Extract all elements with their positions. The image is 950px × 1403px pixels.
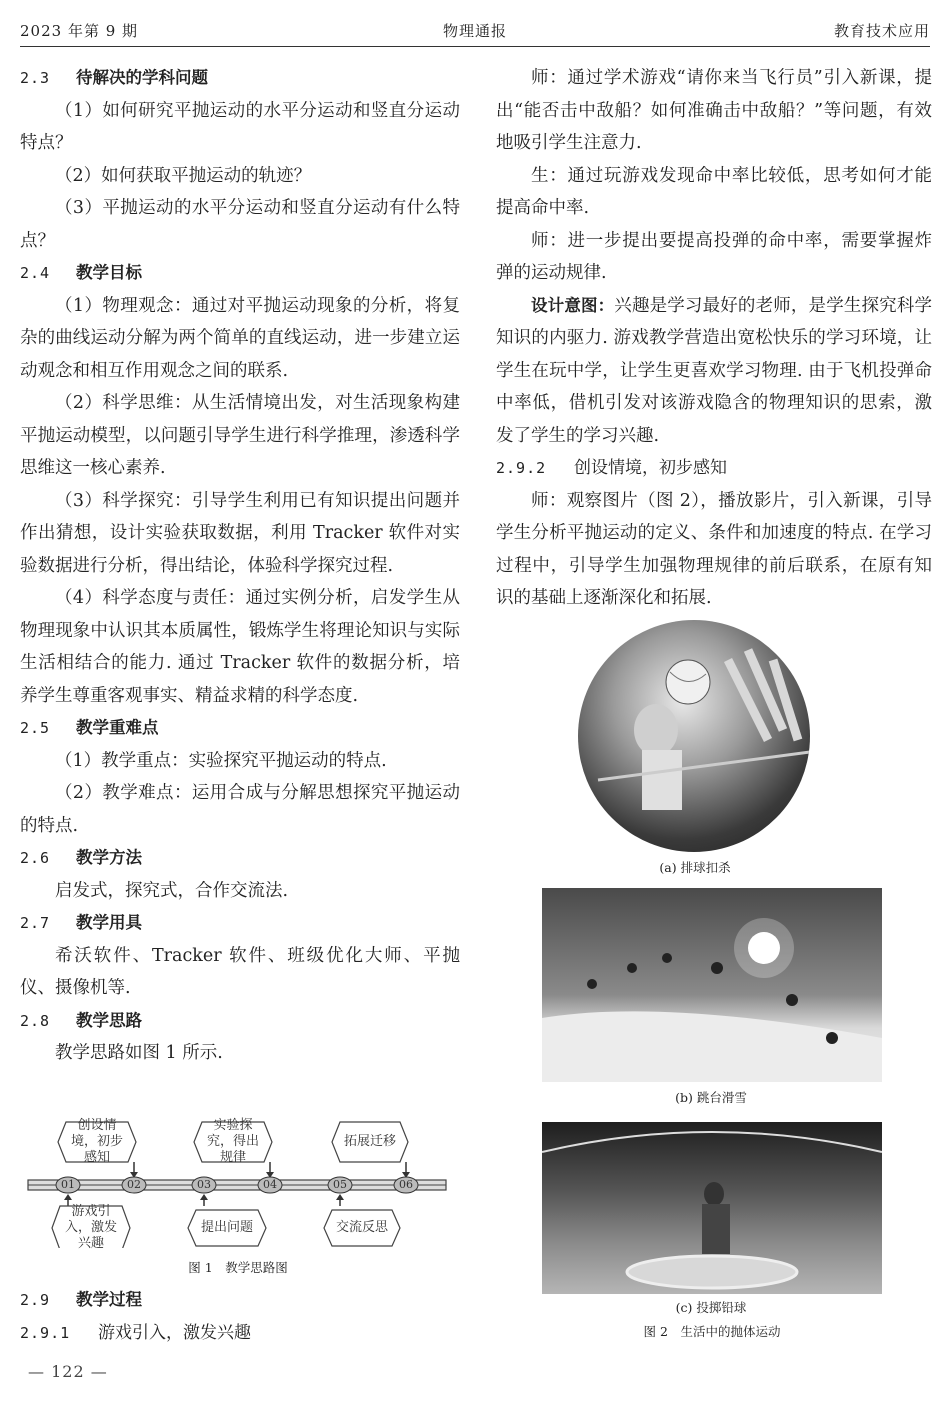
bottom-box-2: 提出问题: [200, 1220, 253, 1235]
paragraph: （1）物理观念：通过对平抛运动现象的分析，将复杂的曲线运动分解为两个简单的直线运动，进一步建立运动观念和相互作用观念之间的联系.: [20, 295, 460, 381]
journal-title: 物理通报: [442, 22, 508, 40]
paragraph: （2）科学思维：从生活情境出发，对生活现象构建平抛运动模型，以问题引导学生进行科学推理，渗透科学思维这一核心素养.: [20, 393, 460, 478]
shot-put-illustration: [542, 1122, 882, 1294]
step-label: 03: [197, 1178, 211, 1191]
skier-6: [826, 1032, 838, 1044]
paragraph: （2）教学难点：运用合成与分解思想探究平抛运动的特点.: [20, 783, 460, 836]
step-label: 06: [399, 1178, 413, 1191]
paragraph: 师：观察图片（图 2），播放影片，引入新课，引导学生分析平抛运动的定义、条件和加速度的特点. 在学习过程中，引导学生加强物理规律的前后联系，在原有知识的基础上逐渐深化和拓展.: [496, 490, 932, 608]
paragraph: 教学思路如图 1 所示.: [55, 1043, 223, 1063]
section-heading: 2.7 教学用具: [20, 913, 142, 932]
photo-ski-jumping: [542, 888, 882, 1082]
section-heading: 2.9 教学过程: [20, 1290, 142, 1309]
net: [598, 752, 810, 780]
figure-2b-caption: (b) 跳台滑雪: [675, 1090, 747, 1105]
photo-volleyball-spike: [578, 620, 810, 852]
paragraph: （1）教学重点：实验探究平抛运动的特点.: [55, 750, 387, 771]
right-column: [496, 62, 932, 615]
paragraph: 师：进一步提出要提高投弹的命中率，需要掌握炸弹的运动规律.: [496, 230, 932, 283]
paragraph: 师：通过学术游戏“请你来当飞行员”引入新课，提出“能否击中敌船？如何准确击中敌船？”等问题，有效地吸引学生注意力.: [496, 68, 932, 153]
volleyball-illustration: [578, 620, 810, 852]
design-intent-paragraph: [496, 290, 932, 453]
section-heading: 2.3 待解决的学科问题: [20, 68, 208, 87]
paragraph: （1）如何研究平抛运动的水平分运动和竖直分运动特点？: [20, 100, 460, 153]
ski-jump-illustration: [542, 888, 882, 1082]
left-column: [20, 62, 460, 1070]
step-label: 05: [333, 1178, 347, 1191]
paragraph: （3）科学探究：引导学生利用已有知识提出问题并作出猜想，设计实验获取数据，利用 Tracker 软件对实验数据进行分析，得出结论，体验科学探究过程.: [20, 490, 460, 576]
bottom-box-1: 游戏引入，激发兴趣: [64, 1204, 117, 1251]
player-body: [642, 750, 682, 810]
subsection-heading: 2.9.2 创设情境，初步感知: [496, 458, 727, 478]
blocking-arms: [728, 650, 798, 740]
arrowhead-bottom-1: [64, 1194, 72, 1200]
section-heading: 2.4 教学目标: [20, 263, 142, 282]
design-intent-label: 设计意图：: [531, 295, 615, 315]
figure-2c-caption: (c) 投掷铅球: [675, 1300, 747, 1315]
issue-label: 2023 年第 9 期: [20, 22, 139, 40]
paragraph: 生：通过玩游戏发现命中率比较低，思考如何才能提高命中率.: [496, 165, 932, 218]
step-label: 01: [61, 1178, 75, 1191]
step-label: 04: [263, 1178, 277, 1191]
skier-1: [587, 979, 597, 989]
arrowhead-bottom-2: [200, 1194, 208, 1200]
throwing-circle: [627, 1256, 797, 1288]
figure-1-teaching-flow: [24, 1118, 452, 1275]
sun-glow: [734, 918, 794, 978]
top-box-1: 创设情境，初步感知: [70, 1118, 123, 1165]
paragraph: 启发式，探究式，合作交流法.: [55, 880, 289, 901]
skier-2: [627, 963, 637, 973]
section-heading: 2.6 教学方法: [20, 848, 142, 867]
section-heading: 2.5 教学重难点: [20, 718, 159, 737]
athlete-head: [704, 1182, 724, 1206]
athlete-body: [702, 1204, 730, 1254]
player-figure: [634, 704, 678, 756]
subsection-heading: 2.9.1 游戏引入，激发兴趣: [20, 1322, 251, 1343]
page-header: [20, 14, 930, 47]
section-label: 教育技术应用: [833, 22, 930, 40]
section-heading: 2.8 教学思路: [20, 1010, 142, 1030]
stadium-roof: [542, 1132, 882, 1152]
paragraph: 希沃软件、Tracker 软件、班级优化大师、平抛仪、摄像机等.: [20, 945, 460, 998]
figure-1-caption: 图 1 教学思路图: [188, 1260, 288, 1275]
step-label: 02: [127, 1178, 141, 1191]
figure-2-caption: 图 2 生活中的抛体运动: [643, 1324, 781, 1339]
arrowhead-bottom-3: [336, 1194, 344, 1200]
bottom-box-3: 交流反思: [335, 1220, 388, 1235]
left-column-bottom: [20, 1284, 460, 1349]
snow-slope: [542, 1011, 882, 1082]
skier-4: [711, 962, 723, 974]
design-intent-text: 兴趣是学习最好的老师，是学生探究科学知识的内驱力. 游戏教学营造出宽松快乐的学习环境，让学生在玩中学，让学生更喜欢学习物理. 由于飞机投弹命中率低，借机引发对该游戏隐含的物理知识的思索，激发了学生的学习兴趣.: [496, 295, 933, 446]
skier-3: [662, 953, 672, 963]
figure-2a-caption: (a) 排球扣杀: [659, 860, 731, 875]
paragraph: （4）科学态度与责任：通过实例分析，启发学生从物理现象中认识其本质属性，锻炼学生将理论知识与实际生活相结合的能力. 通过 Tracker 软件的数据分析，培养学生尊重客观事实、精益求精的科学态度.: [20, 588, 460, 706]
paragraph: （2）如何获取平抛运动的轨迹？: [55, 165, 312, 186]
top-box-3: 拓展迁移: [343, 1134, 396, 1149]
photo-shot-put: [542, 1122, 882, 1294]
paragraph: （3）平抛运动的水平分运动和竖直分运动有什么特点？: [20, 198, 460, 251]
page-number: — 122 —: [28, 1362, 108, 1381]
skier-5: [786, 994, 798, 1006]
top-box-2: 实验探究，得出规律: [206, 1118, 259, 1165]
